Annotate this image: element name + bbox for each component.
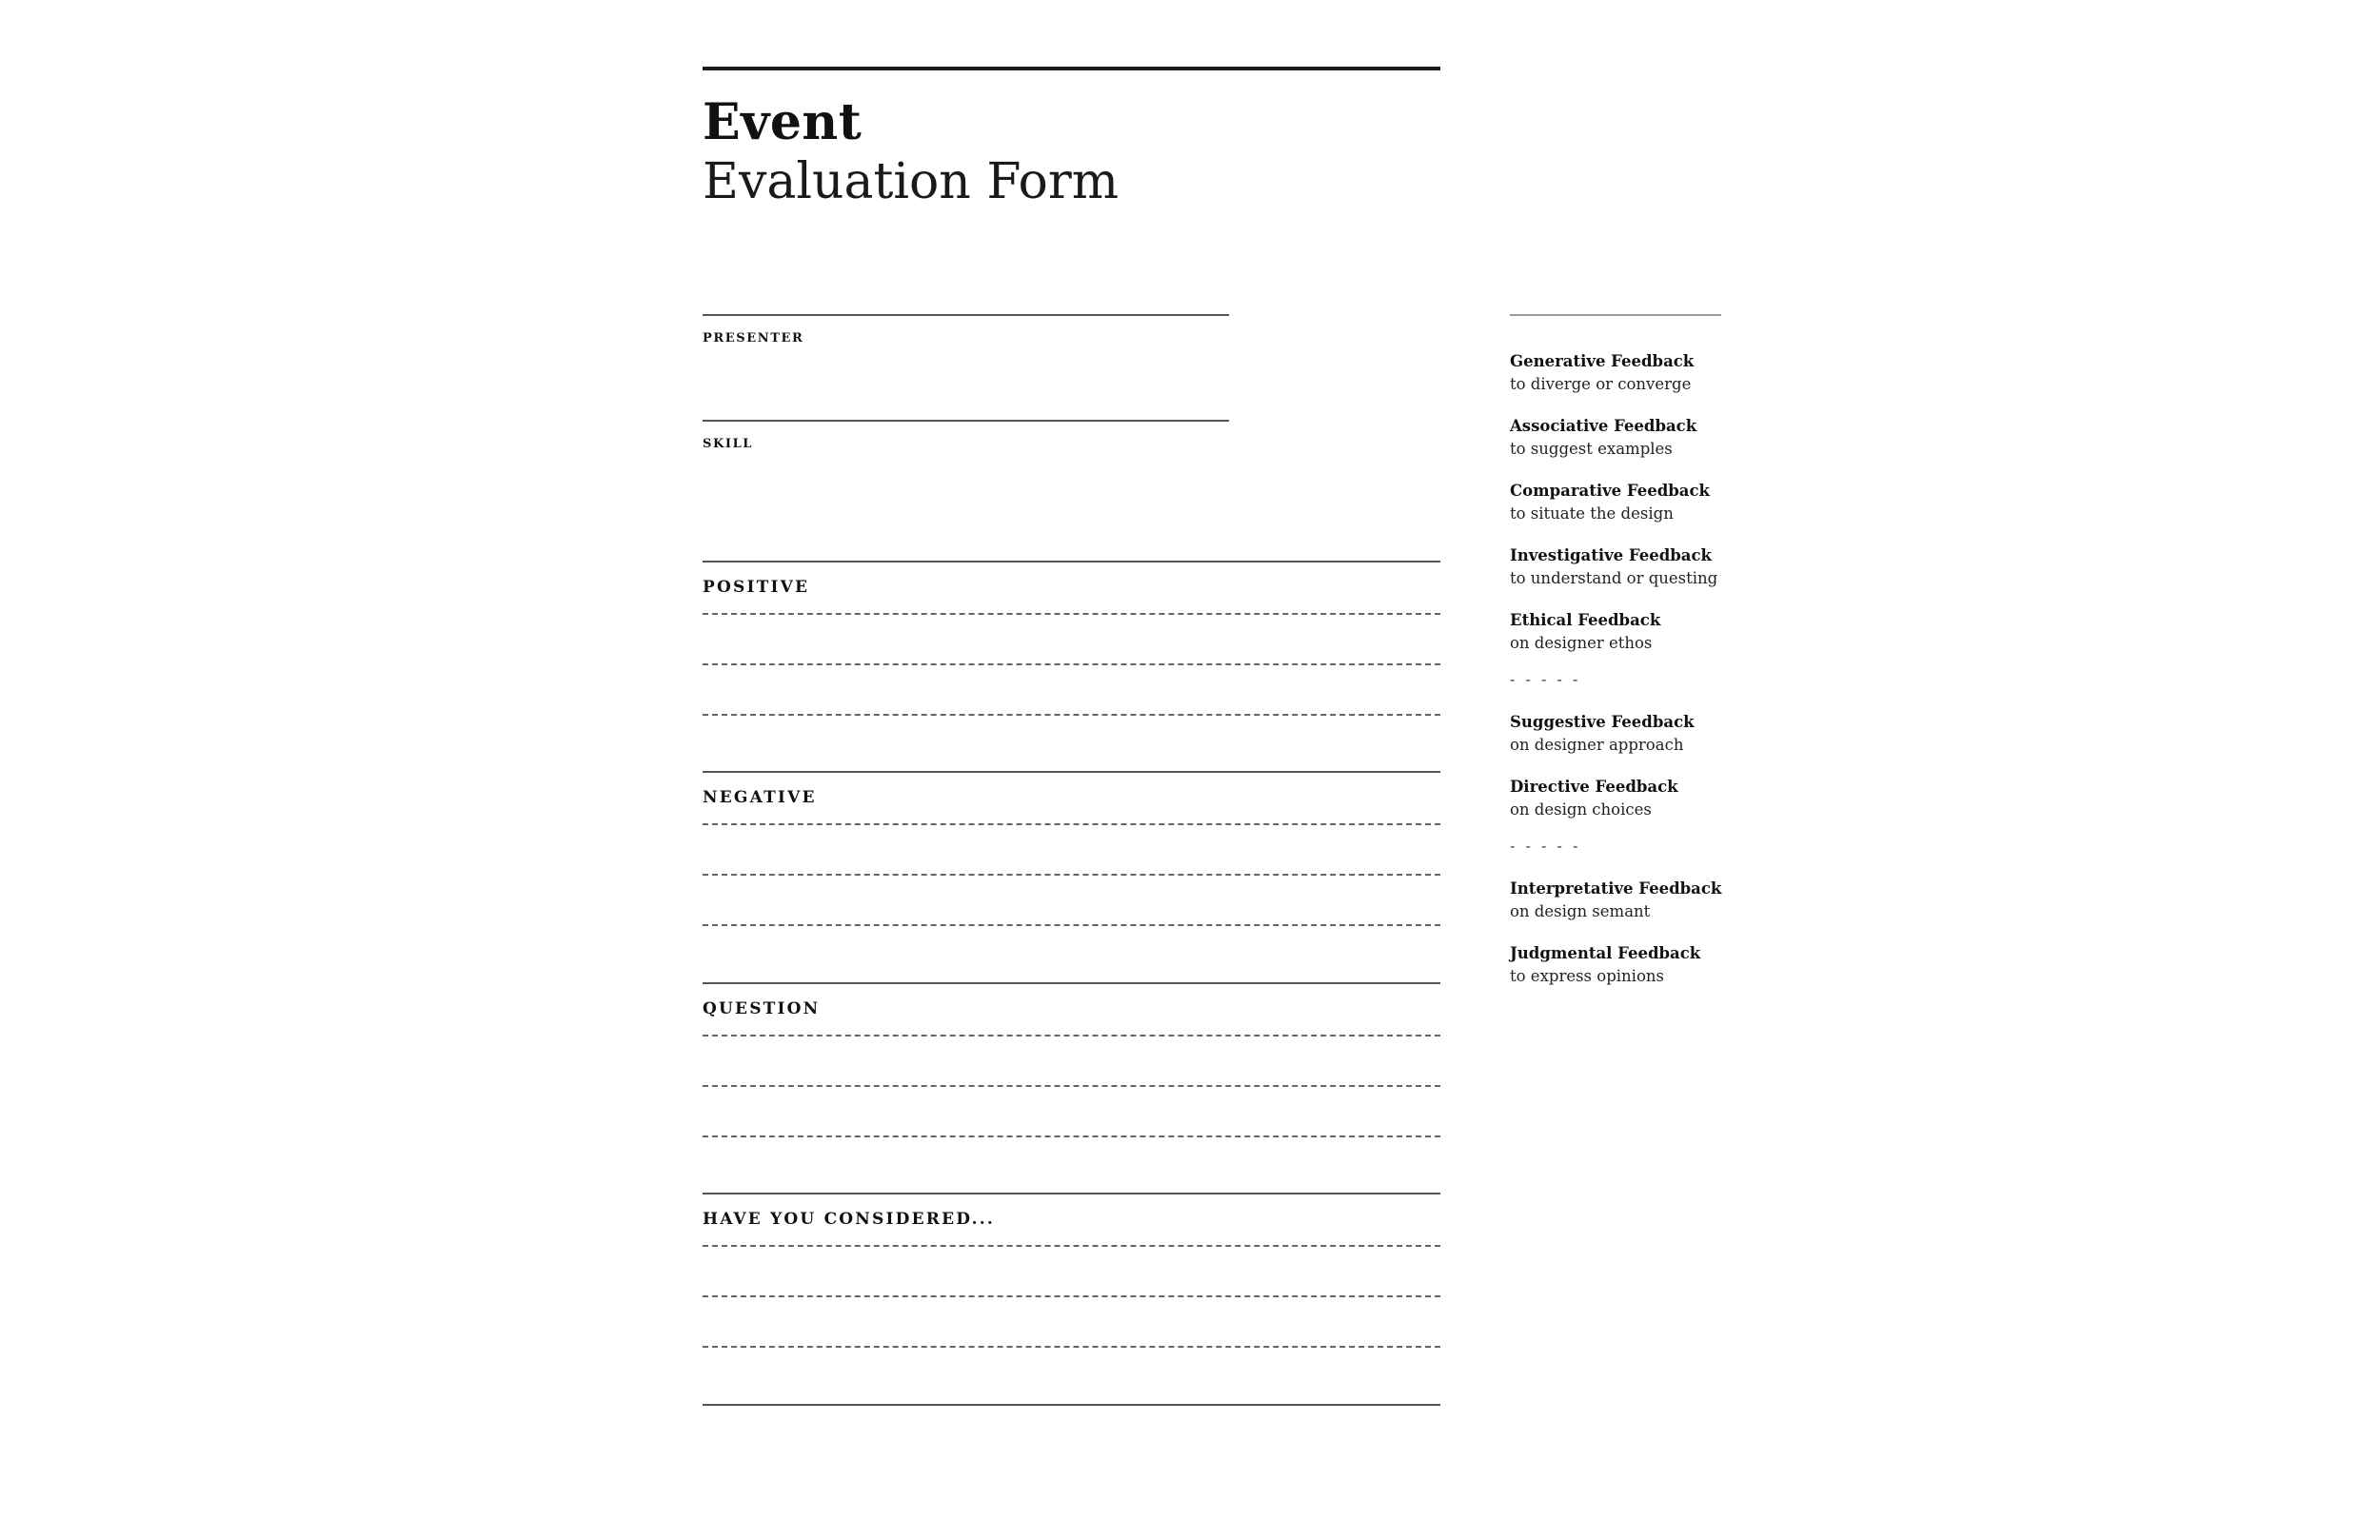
- section-label-question: QUESTION: [703, 999, 821, 1018]
- legend-item-title: Investigative Feedback: [1510, 546, 1712, 564]
- legend-item-title: Directive Feedback: [1510, 778, 1678, 796]
- legend-rule: [1510, 314, 1721, 316]
- section-label-positive: POSITIVE: [703, 578, 810, 597]
- legend-item-title: Suggestive Feedback: [1510, 713, 1695, 731]
- presenter-label: PRESENTER: [703, 331, 804, 346]
- writing-line[interactable]: [703, 874, 1440, 924]
- legend-item-ethical: [1510, 609, 1721, 674]
- legend-item-title: Comparative Feedback: [1510, 482, 1710, 500]
- title-line-1: Event: [703, 93, 863, 151]
- writing-line[interactable]: [703, 1135, 1440, 1186]
- legend-item-desc: to suggest examples: [1510, 440, 1673, 458]
- writing-line[interactable]: [703, 823, 1440, 874]
- legend-item-associative: [1510, 415, 1721, 480]
- footer-rule: [703, 1404, 1440, 1406]
- writing-line[interactable]: [703, 663, 1440, 714]
- writing-line[interactable]: [703, 1085, 1440, 1135]
- legend-item-interpretative: [1510, 878, 1721, 942]
- legend-item-suggestive: [1510, 711, 1721, 776]
- legend-item-title: Ethical Feedback: [1510, 611, 1661, 629]
- legend-item-desc: to diverge or converge: [1510, 375, 1692, 393]
- legend-separator: - - - - -: [1510, 837, 1581, 855]
- legend-item-investigative: [1510, 544, 1721, 609]
- feedback-legend: [1510, 314, 1721, 1007]
- legend-item-title: Generative Feedback: [1510, 352, 1695, 370]
- skill-field[interactable]: [703, 420, 1229, 451]
- presenter-line[interactable]: [703, 314, 1229, 316]
- legend-separator: - - - - -: [1510, 670, 1581, 688]
- presenter-field[interactable]: [703, 314, 1229, 346]
- title-line-2: Evaluation Form: [703, 153, 1120, 210]
- section-label-have-you-considered: HAVE YOU CONSIDERED...: [703, 1210, 995, 1229]
- legend-item-title: Associative Feedback: [1510, 417, 1697, 435]
- writing-line[interactable]: [703, 1245, 1440, 1295]
- legend-list: [1510, 350, 1721, 1007]
- section-negative: [703, 771, 1440, 975]
- writing-line[interactable]: [703, 714, 1440, 764]
- legend-item-desc: on designer ethos: [1510, 634, 1653, 652]
- legend-item-desc: on design semant: [1510, 902, 1651, 920]
- legend-item-judgmental: [1510, 942, 1721, 1007]
- legend-item-desc: on designer approach: [1510, 736, 1684, 754]
- skill-line[interactable]: [703, 420, 1229, 422]
- section-question: [703, 982, 1440, 1186]
- form-title: [703, 93, 1559, 211]
- legend-item-desc: to express opinions: [1510, 967, 1664, 985]
- header-rule: [703, 67, 1440, 70]
- section-label-negative: NEGATIVE: [703, 788, 817, 807]
- section-positive: [703, 561, 1440, 764]
- writing-line[interactable]: [703, 613, 1440, 663]
- legend-item-desc: to situate the design: [1510, 504, 1674, 523]
- writing-line[interactable]: [703, 1346, 1440, 1396]
- skill-label: SKILL: [703, 437, 754, 451]
- legend-item-comparative: [1510, 480, 1721, 544]
- section-have-you-considered: [703, 1193, 1440, 1396]
- legend-item-generative: [1510, 350, 1721, 415]
- legend-item-title: Judgmental Feedback: [1510, 944, 1701, 962]
- writing-line[interactable]: [703, 1035, 1440, 1085]
- legend-item-desc: to understand or questing: [1510, 569, 1718, 587]
- writing-line[interactable]: [703, 924, 1440, 975]
- writing-line[interactable]: [703, 1295, 1440, 1346]
- legend-item-directive: [1510, 776, 1721, 840]
- legend-item-desc: on design choices: [1510, 800, 1652, 819]
- legend-item-title: Interpretative Feedback: [1510, 879, 1722, 898]
